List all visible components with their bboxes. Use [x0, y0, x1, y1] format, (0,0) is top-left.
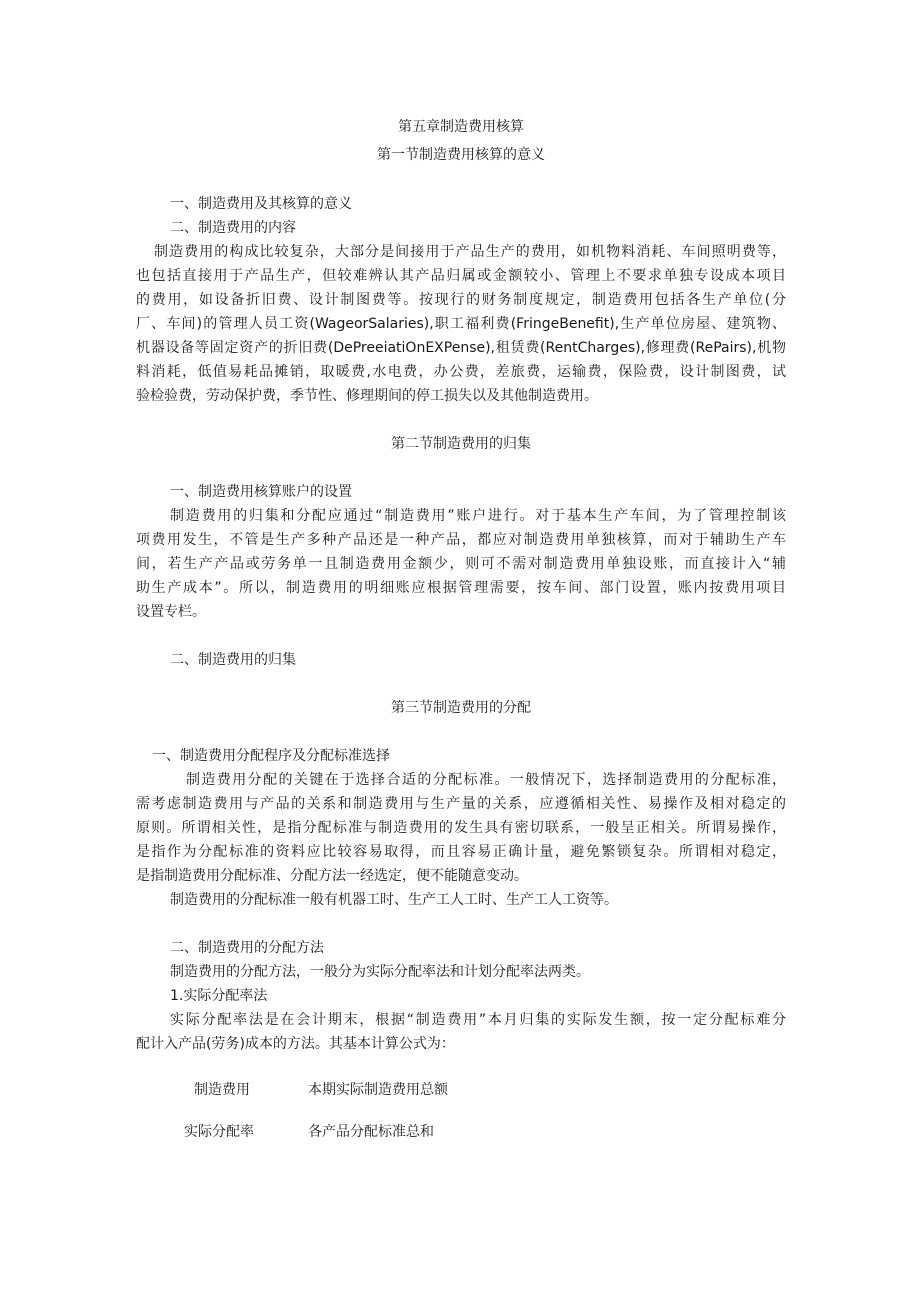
section3-heading1: 一、制造费用分配程序及分配标准选择	[152, 748, 390, 764]
section1-para-line: 厂、车间)的管理人员工资(WageorSalaries),职工福利费(FringeBenefit),生产单位房屋、建筑物、	[136, 316, 786, 332]
section2-para-line: 间，若生产产品或劳务单一且制造费用金额少，则可不需对制造费用单独设账，而直接计入“辅	[136, 556, 786, 572]
section1-para-line: 料消耗，低值易耗品摊销，取暖费,水电费，办公费，差旅费，运输费，保险费，设计制图费，试	[136, 364, 786, 380]
section3-para1-line: 是指作为分配标准的资料应比较容易取得，而且容易正确计量，避免繁锁复杂。所谓相对稳定，	[136, 844, 786, 860]
formula-numerator: 本期实际制造费用总额	[308, 1082, 448, 1098]
formula-left-bottom: 实际分配率	[184, 1124, 254, 1140]
section3-title: 第三节制造费用的分配	[391, 700, 531, 716]
section3-para1-line: 原则。所谓相关性，是指分配标准与制造费用的发生具有密切联系，一般呈正相关。所谓易操作，	[136, 820, 786, 836]
section1-para-line: 也包括直接用于产品生产，但较难辨认其产品归属或金额较小、管理上不要求单独专设成本项目	[136, 268, 786, 284]
section2-para-line: 制造费用的归集和分配应通过“制造费用”账户进行。对于基本生产车间，为了管理控制该	[170, 508, 786, 524]
section1-para-line: 机器设备等固定资产的折旧费(DePreeiatiOnEXPense),租赁费(RentCharges),修理费(RePairs),机物	[136, 340, 786, 356]
section3-para3: 制造费用的分配方法，一般分为实际分配率法和计划分配率法两类。	[170, 964, 590, 980]
section3-para1-line: 是指制造费用分配标准、分配方法一经选定，便不能随意变动。	[136, 868, 528, 884]
section2-title: 第二节制造费用的归集	[391, 436, 531, 452]
chapter-title: 第五章制造费用核算	[398, 119, 524, 135]
section1-para-line: 的费用，如设备折旧费、设计制图费等。按现行的财务制度规定，制造费用包括各生产单位(分	[136, 292, 786, 308]
section3-para1-line: 需考虑制造费用与产品的关系和制造费用与生产量的关系，应遵循相关性、易操作及相对稳定的	[136, 796, 786, 812]
section3-para1-line: 制造费用分配的关键在于选择合适的分配标准。一般情况下，选择制造费用的分配标准，	[186, 772, 786, 788]
section3-para2: 制造费用的分配标准一般有机器工时、生产工人工时、生产工人工资等。	[170, 892, 618, 908]
formula-left-top: 制造费用	[194, 1082, 250, 1098]
section1-heading1: 一、制造费用及其核算的意义	[170, 196, 352, 212]
section2-para-line: 项费用发生，不管是生产多种产品还是一种产品，都应对制造费用单独核算，而对于辅助生产车	[136, 532, 786, 548]
section2-heading2: 二、制造费用的归集	[170, 652, 296, 668]
section3-sub1: 1.实际分配率法	[170, 988, 268, 1004]
section1-para-line: 制造费用的构成比较复杂，大部分是间接用于产品生产的费用，如机物料消耗、车间照明费等，	[154, 244, 786, 260]
section2-heading1: 一、制造费用核算账户的设置	[170, 484, 352, 500]
section1-title: 第一节制造费用核算的意义	[377, 147, 545, 163]
section2-para-line: 设置专栏。	[136, 604, 206, 620]
section3-heading2: 二、制造费用的分配方法	[170, 940, 324, 956]
section1-heading2: 二、制造费用的内容	[170, 220, 296, 236]
section3-para4-line: 实际分配率法是在会计期末，根据“制造费用”本月归集的实际发生额，按一定分配标难分	[170, 1012, 786, 1028]
section3-para4-line: 配计入产品(劳务)成本的方法。其基本计算公式为：	[136, 1036, 455, 1052]
section2-para-line: 助生产成本”。所以，制造费用的明细账应根据管理需要，按车间、部门设置，账内按费用项目	[136, 580, 786, 596]
section1-para-line: 验检验费，劳动保护费，季节性、修理期间的停工损失以及其他制造费用。	[136, 388, 598, 404]
formula-denominator: 各产品分配标准总和	[308, 1124, 434, 1140]
